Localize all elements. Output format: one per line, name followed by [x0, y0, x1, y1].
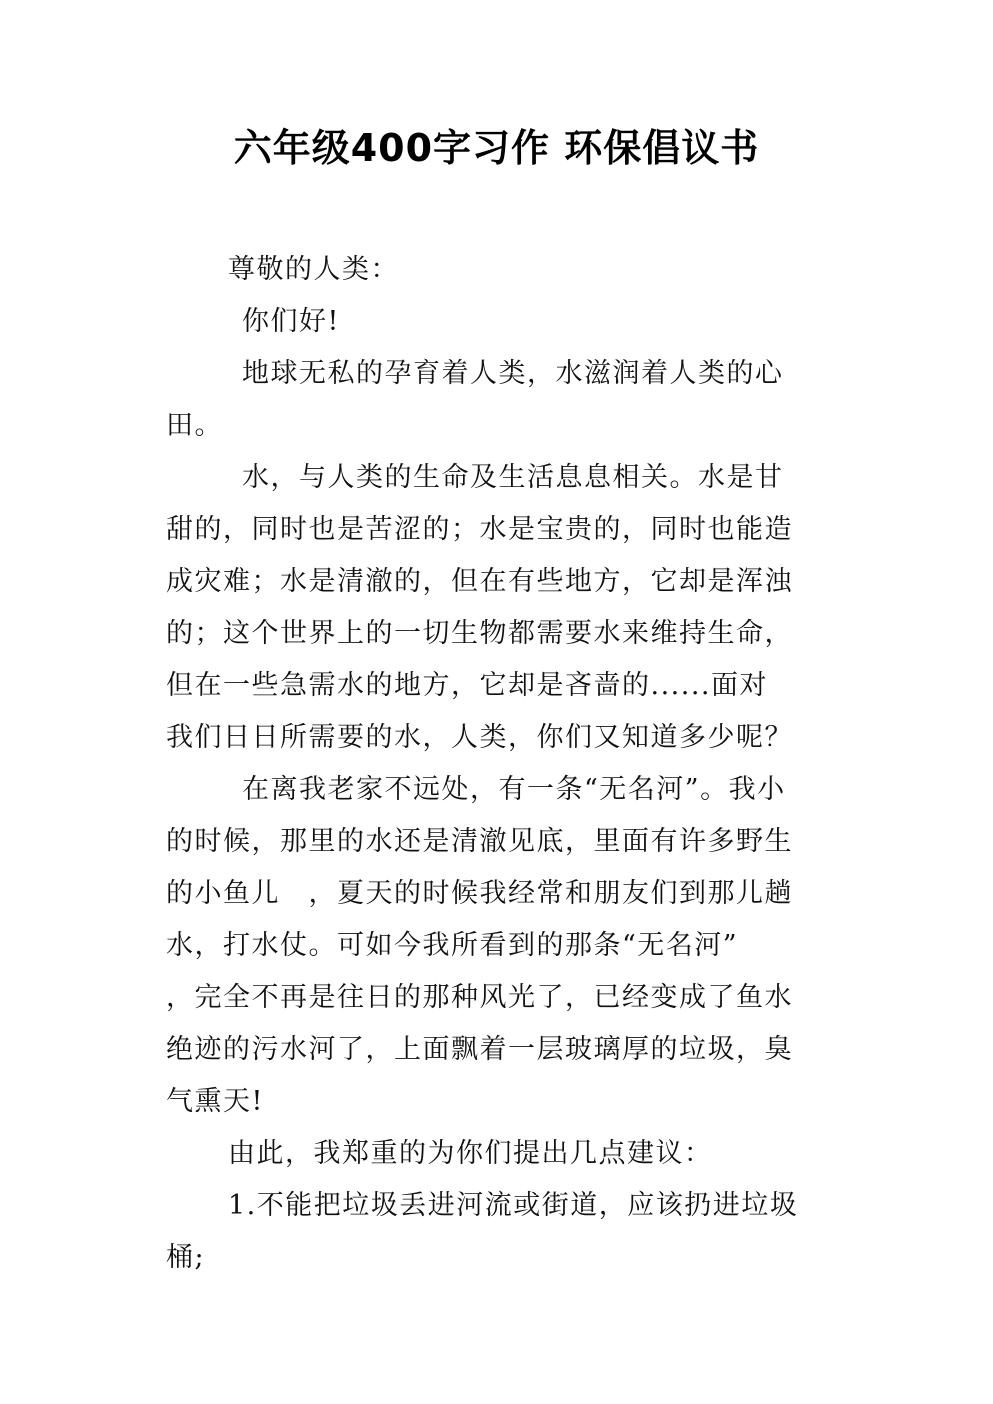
text-line: ，完全不再是往日的那种风光了，已经变成了鱼水	[166, 982, 793, 1013]
document-title: 六年级400字习作 环保倡议书	[233, 126, 760, 170]
text-line: 你们好!	[242, 306, 340, 337]
text-line: 由此，我郑重的为你们提出几点建议：	[228, 1138, 713, 1169]
text-line: 尊敬的人类：	[228, 254, 399, 285]
text-line: 水，与人类的生命及生活息息相关。水是甘	[242, 462, 784, 493]
text-line: 在离我老家不远处，有一条“无名河”。我小	[242, 774, 786, 805]
text-line: 的；这个世界上的一切生物都需要水来维持生命，	[166, 618, 793, 649]
text-line: 甜的，同时也是苦涩的；水是宝贵的，同时也能造	[166, 514, 793, 545]
text-line: 的时候，那里的水还是清澈见底，里面有许多野生	[166, 826, 793, 857]
text-line: 但在一些急需水的地方，它却是吝啬的......面对	[166, 670, 768, 701]
text-line: 绝迹的污水河了，上面飘着一层玻璃厚的垃圾，臭	[166, 1034, 793, 1065]
text-line: 水，打水仗。可如今我所看到的那条“无名河”	[166, 930, 739, 961]
text-line: 的小鱼儿 ，夏天的时候我经常和朋友们到那儿趟	[166, 878, 793, 909]
text-line: 田。	[166, 410, 223, 441]
text-line: 成灾难；水是清澈的，但在有些地方，它却是浑浊	[166, 566, 793, 597]
text-line: 地球无私的孕育着人类，水滋润着人类的心	[242, 358, 784, 389]
text-line: 我们日日所需要的水，人类，你们又知道多少呢？	[166, 722, 793, 753]
text-line: 桶;	[166, 1242, 206, 1273]
text-line: 气熏天!	[166, 1086, 264, 1117]
text-line: 1.不能把垃圾丢进河流或街道，应该扔进垃圾	[228, 1190, 799, 1221]
